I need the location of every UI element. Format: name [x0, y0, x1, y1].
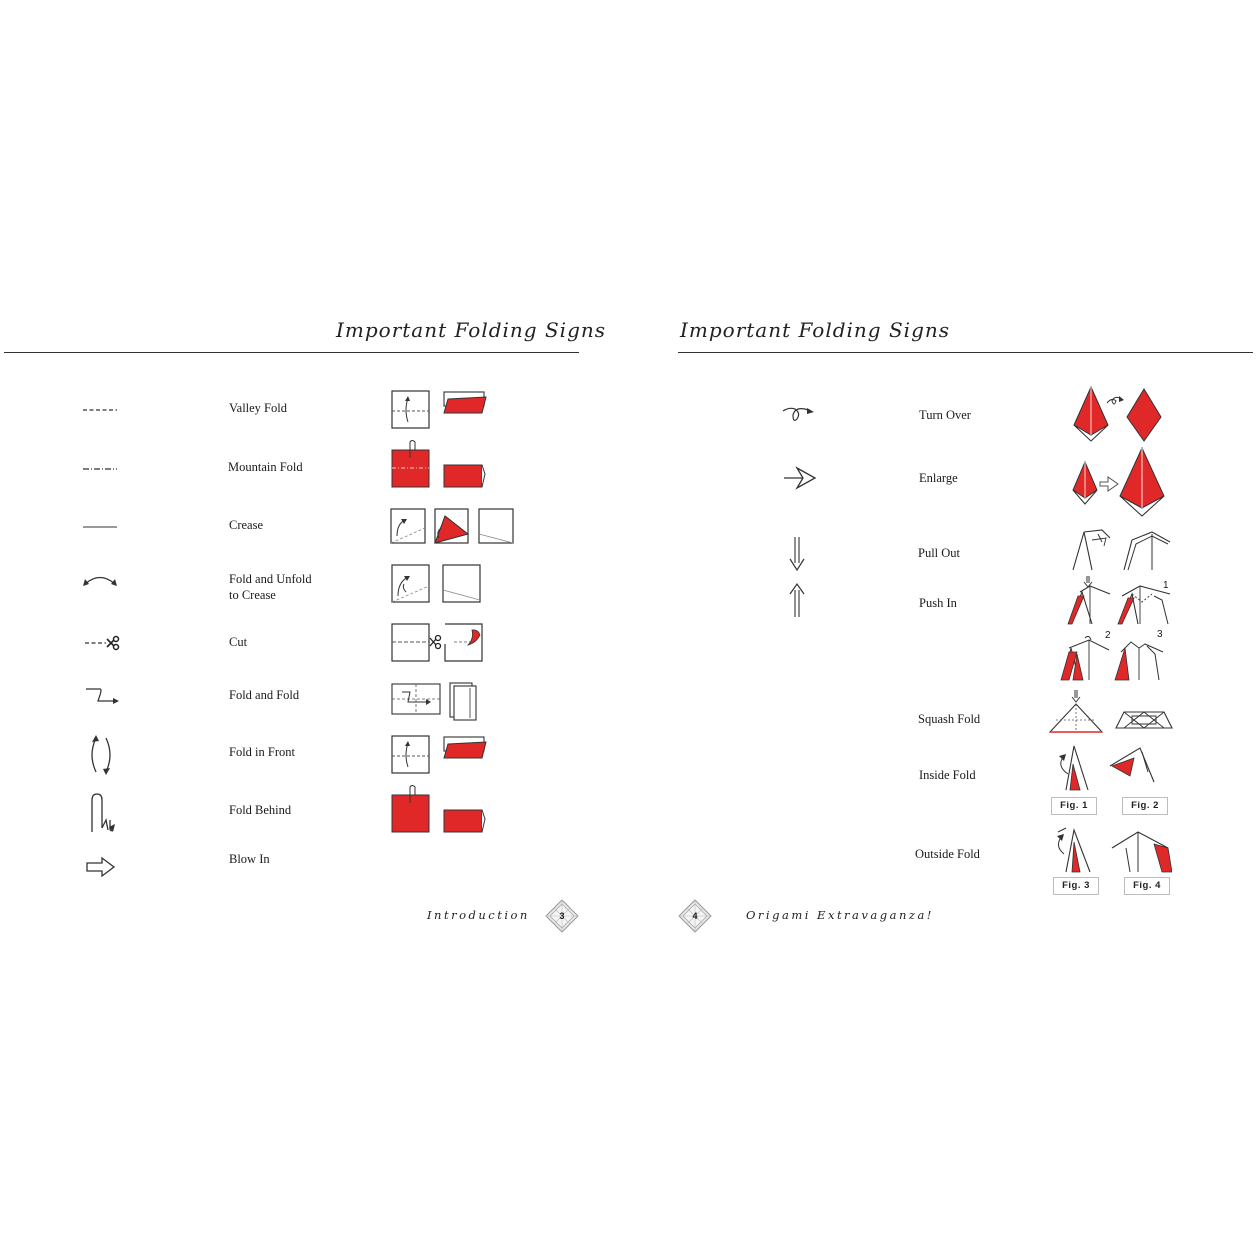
fold-in-front-arrows-icon	[86, 732, 116, 778]
valley-fold-line-icon	[80, 400, 120, 420]
fold-and-unfold-diagram	[390, 562, 490, 606]
push-in-arrow-icon	[786, 582, 808, 620]
figure-label-4: Fig. 4	[1124, 877, 1170, 895]
cut-diagram	[390, 621, 490, 665]
step-number-3: 3	[1157, 629, 1163, 640]
enlarge-diagram	[1068, 446, 1178, 518]
label-enlarge: Enlarge	[919, 471, 958, 485]
outside-fold-diagram	[1050, 824, 1172, 874]
fold-and-fold-arrow-icon	[82, 683, 122, 711]
enlarge-arrow-icon	[781, 464, 821, 492]
fold-behind-diagram	[390, 783, 490, 837]
fold-and-unfold-arrow-icon	[80, 568, 120, 592]
crease-diagram	[389, 506, 519, 548]
label-fold-and-unfold-line2: to Crease	[229, 588, 276, 602]
turn-over-diagram	[1068, 385, 1178, 445]
step-number-1: 1	[1163, 580, 1169, 591]
label-crease: Crease	[229, 518, 264, 532]
hollow-arrow-icon	[84, 855, 118, 879]
label-squash-fold: Squash Fold	[918, 712, 981, 726]
squash-fold-diagram	[1046, 688, 1176, 736]
fold-and-fold-diagram	[390, 680, 490, 722]
label-pull-out: Pull Out	[918, 546, 961, 560]
page-number-left: 3	[559, 911, 565, 921]
scissors-icon	[82, 633, 122, 653]
label-push-in: Push In	[919, 596, 957, 610]
left-page-heading: Important Folding Signs	[336, 318, 607, 342]
pull-out-arrow-icon	[786, 535, 808, 573]
left-heading-rule	[4, 352, 579, 353]
label-fold-behind: Fold Behind	[229, 803, 292, 817]
label-turn-over: Turn Over	[919, 408, 971, 422]
label-inside-fold: Inside Fold	[919, 768, 976, 782]
step-number-2: 2	[1105, 630, 1111, 641]
footer-book-title: Origami Extravaganza!	[746, 908, 934, 922]
crease-line-icon	[80, 517, 120, 537]
pull-out-diagram	[1068, 526, 1178, 574]
mountain-fold-diagram	[390, 438, 490, 492]
right-heading-rule	[678, 352, 1253, 353]
label-fold-and-unfold-line1: Fold and Unfold	[229, 572, 312, 586]
label-mountain-fold: Mountain Fold	[228, 460, 303, 474]
right-page-heading: Important Folding Signs	[680, 318, 951, 342]
label-valley-fold: Valley Fold	[229, 401, 287, 415]
page-number-ornament-left	[545, 899, 579, 933]
label-fold-in-front: Fold in Front	[229, 745, 295, 759]
page-number-ornament-right	[678, 899, 712, 933]
push-in-diagram-step-1	[1058, 574, 1178, 628]
figure-label-3: Fig. 3	[1053, 877, 1099, 895]
label-outside-fold: Outside Fold	[915, 847, 980, 861]
fold-in-front-diagram	[390, 733, 490, 777]
figure-label-1: Fig. 1	[1051, 797, 1097, 815]
label-cut: Cut	[229, 635, 248, 649]
mountain-fold-line-icon	[80, 459, 120, 479]
figure-label-2: Fig. 2	[1122, 797, 1168, 815]
page-number-right: 4	[692, 911, 698, 921]
inside-fold-diagram	[1050, 742, 1170, 792]
fold-behind-arrow-icon	[84, 790, 120, 836]
valley-fold-diagram	[390, 388, 490, 432]
footer-section-title: Introduction	[427, 908, 530, 922]
label-fold-and-fold: Fold and Fold	[229, 688, 300, 702]
turn-over-arrow-icon	[779, 399, 819, 425]
label-blow-in: Blow In	[229, 852, 270, 866]
